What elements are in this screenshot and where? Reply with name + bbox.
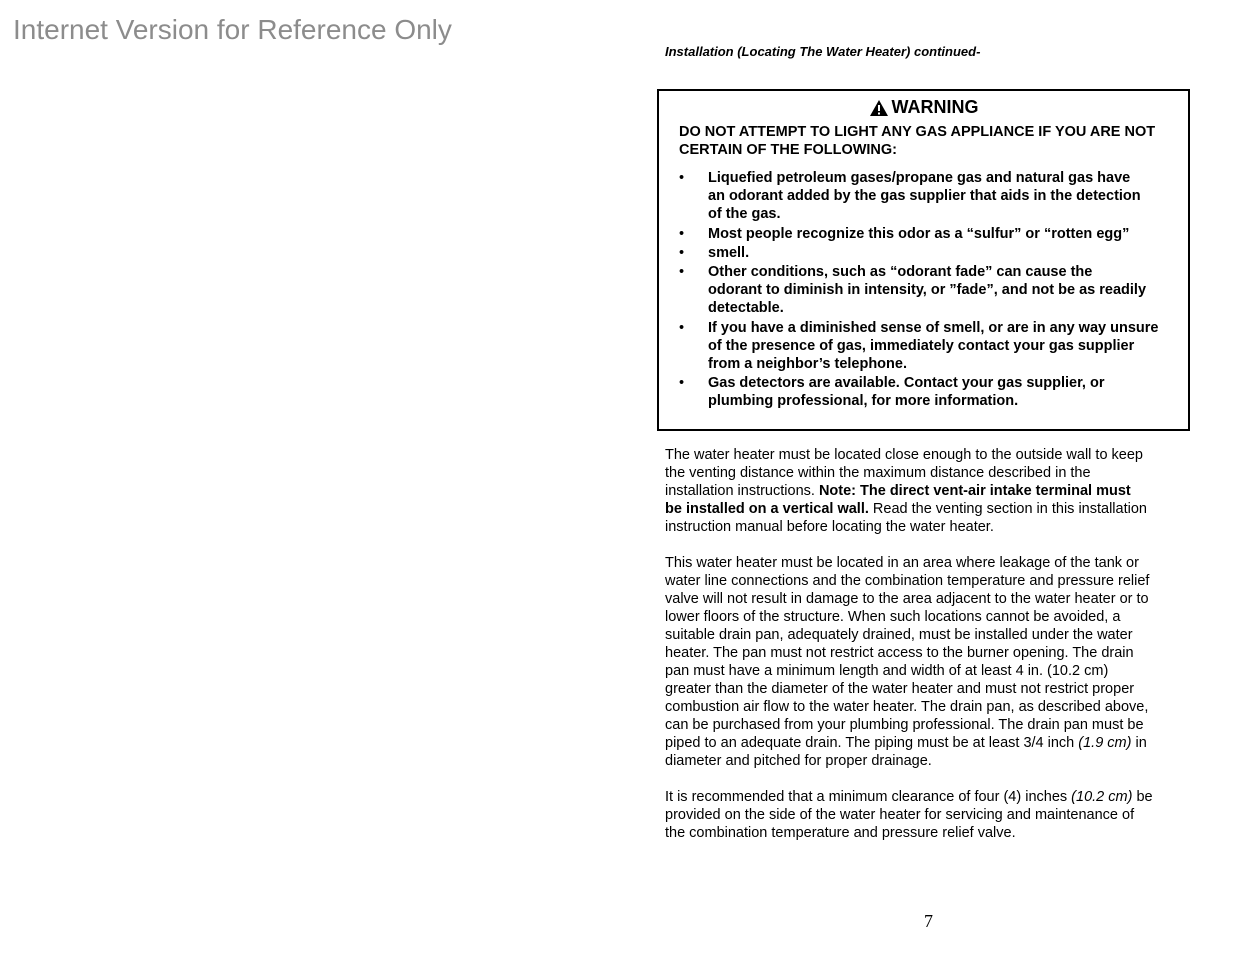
paragraph-venting: The water heater must be located close enough to the outside wall to keep the venting distance within the maximum distance described in the installation instructions. Note: The direct vent-air intake terminal must be installed on a vertical wall. Read the venting section in this installation instruction manual before locating the water heater. (665, 447, 1147, 535)
warning-bullet: • smell. (679, 244, 750, 261)
warning-bullet: • If you have a diminished sense of smell, or are in any way unsure of the presence of gas, immediately contact your gas supplier from a neighbor’s telephone. (679, 319, 1159, 373)
section-header: Installation (Locating The Water Heater) continued- (665, 44, 981, 59)
warning-intro: DO NOT ATTEMPT TO LIGHT ANY GAS APPLIANCE IF YOU ARE NOT CERTAIN OF THE FOLLOWING: (679, 124, 1156, 158)
warning-box (657, 89, 1190, 431)
warning-heading (659, 97, 1188, 118)
warning-bullet: • Most people recognize this odor as a “sulfur” or “rotten egg” (679, 225, 1130, 242)
paragraph-drain-pan: This water heater must be located in an area where leakage of the tank or water line connections and the combination temperature and pressure relief valve will not result in damage to the area adjacent to the water heater or to lower floors of the structure. When such locations cannot be avoided, a suitable drain pan, adequately drained, must be installed under the water heater. The pan must not restrict access to the burner opening. The drain pan must have a minimum length and width of at least 4 in. (10.2 cm) greater than the diameter of the water heater and must not restrict proper combustion air flow to the water heater. The drain pan, as described above, can be purchased from your plumbing professional. The drain pan must be piped to an adequate drain. The piping must be at least 3/4 inch (1.9 cm) in diameter and pitched for proper drainage. (665, 555, 1150, 769)
warning-bullet: • Gas detectors are available. Contact your gas supplier, or plumbing professional, for more information. (679, 375, 1105, 410)
watermark-text: Internet Version for Reference Only (13, 14, 452, 45)
page-number: 7 (924, 911, 933, 931)
warning-list (679, 169, 1188, 411)
paragraph-clearance: It is recommended that a minimum clearance of four (4) inches (10.2 cm) be provided on the side of the water heater for servicing and maintenance of the combination temperature and pressure relief valve. (665, 789, 1153, 841)
warning-bullet: • Liquefied petroleum gases/propane gas and natural gas have an odorant added by the gas supplier that aids in the detection of the gas. (679, 170, 1141, 223)
warning-title: WARNING (891, 97, 979, 117)
warning-triangle-icon (869, 99, 889, 117)
warning-bullet: • Other conditions, such as “odorant fade” can cause the odorant to diminish in intensity, or ”fade”, and not be as readily detectable. (679, 264, 1147, 317)
